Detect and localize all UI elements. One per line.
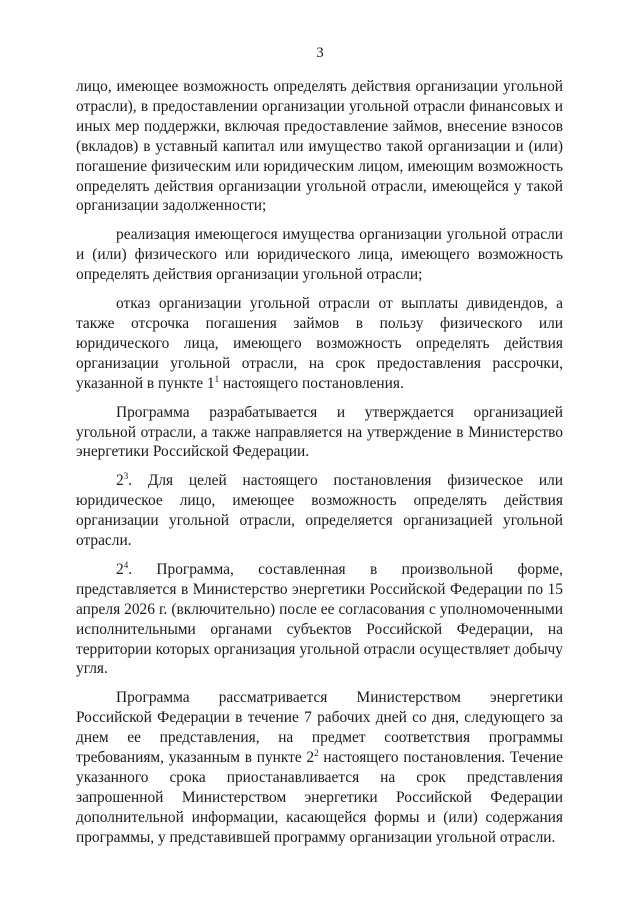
document-body	[76, 77, 563, 848]
paragraph-text: Программа разрабатывается и утверждается организацией угольной отрасли, а также направляется на утверждение в Министерство энергетики Российской Федерации.	[76, 403, 563, 461]
paragraph-text: . Для целей настоящего постановления физическое или юридическое лицо, имеющее возможность определять действия организации угольной отрасли, определяется организацией угольной отрасли.	[76, 472, 563, 550]
paragraph	[76, 225, 563, 285]
paragraph	[76, 560, 563, 679]
paragraph-text: настоящего постановления. Течение указанного срока приостанавливается на срок представления запрошенной Министерством энергетики Российской Федерации дополнительной информации, касающейся формы и (или) содержания программы, у представившей программу организации угольной отрасли.	[76, 749, 563, 846]
paragraph	[76, 471, 563, 551]
paragraph	[76, 77, 563, 216]
superscript-index: 3	[123, 471, 129, 482]
superscript-index: 2	[314, 748, 319, 759]
clause-number: 2	[116, 560, 124, 578]
clause-number: 2	[116, 472, 124, 490]
paragraph-text: реализация имеющегося имущества организации угольной отрасли и (или) физического или юридического лица, имеющего возможность определять действия организации угольной отрасли;	[76, 226, 563, 284]
page-number: 3	[316, 45, 324, 61]
paragraph	[76, 688, 563, 847]
paragraph-text: лицо, имеющее возможность определять действия организации угольной отрасли), в предоставлении организации угольной отрасли финансовых и иных мер поддержки, включая предоставление займов, внесение взносов (вкладов) в уставный капитал или имущество такой организации и (или) погашение физическим или юридическим лицом, имеющим возможность определять действия организации угольной отрасли, имеющейся у такой организации задолженности;	[76, 78, 563, 215]
superscript-index: 4	[123, 559, 129, 570]
superscript-index: 1	[214, 373, 220, 384]
paragraph	[76, 294, 563, 394]
paragraph-text: Программа рассматривается Министерством энергетики Российской Федерации в течение 7 рабочих дней со дня, следующего за днем ее представления, на предмет соответствия программы требованиям, указанным в пункте 2	[76, 689, 563, 767]
paragraph-text: . Программа, составленная в произвольной форме, представляется в Министерство энергетики Российской Федерации по 15 апреля 2026 г. (включительно) после ее согласования с уполномоченными исполнительными органами субъектов Российской Федерации, на территории которых организация угольной отрасли осуществляет добычу угля.	[76, 560, 563, 678]
paragraph-text: настоящего постановления.	[219, 374, 404, 392]
paragraph-text: отказ организации угольной отрасли от выплаты дивидендов, а также отсрочка погашения займов в пользу физического или юридического лица, имеющего возможность определять действия организации угольной отрасли, на срок предоставления рассрочки, указанной в пункте 1	[76, 295, 563, 392]
paragraph	[76, 403, 563, 463]
